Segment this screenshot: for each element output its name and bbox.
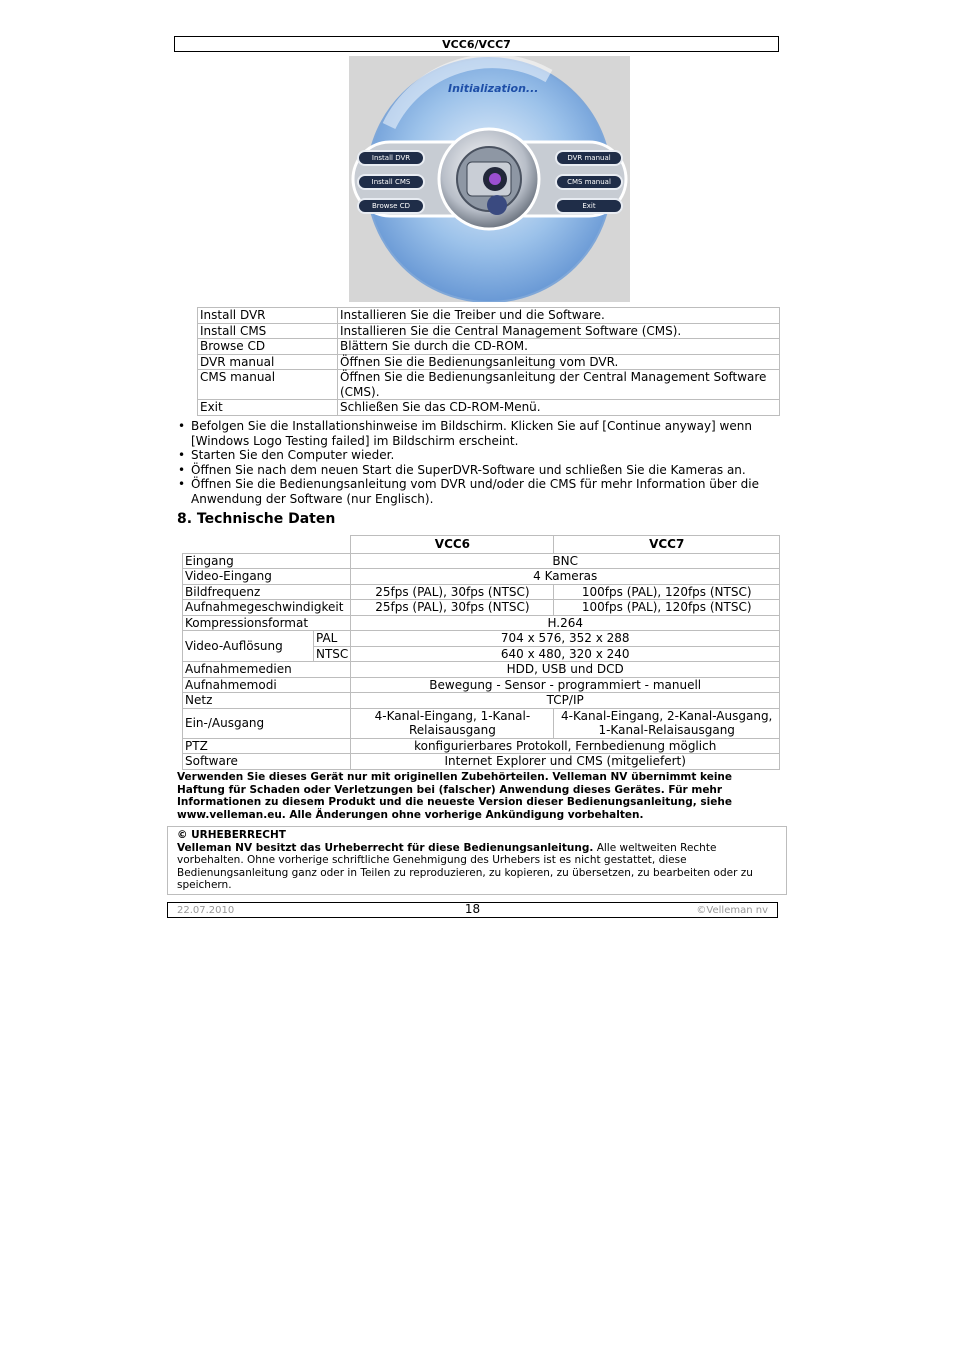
spec-value: H.264 xyxy=(351,615,780,631)
bullet-icon: • xyxy=(178,462,186,477)
footer-brand: ©Velleman nv xyxy=(696,905,768,916)
spec-label: Aufnahmegeschwindigkeit xyxy=(183,600,351,616)
table-row xyxy=(183,569,780,585)
table-row xyxy=(183,708,780,738)
menu-item-name: Install CMS xyxy=(198,323,338,339)
spec-value-vcc7: 100fps (PAL), 120fps (NTSC) xyxy=(554,584,780,600)
list-item: • Öffnen Sie die Bedienungsanleitung vom DVR und/oder die CMS für mehr Information über die Anwendung der Software (nur Englisch). xyxy=(178,477,759,506)
spec-value-vcc6: 4-Kanal-Eingang, 1-Kanal-Relaisausgang xyxy=(351,708,554,738)
spec-value: 704 x 576, 352 x 288 xyxy=(351,631,780,647)
spec-label: Aufnahmemedien xyxy=(183,662,351,678)
instruction-list xyxy=(175,419,780,506)
menu-item-desc: Blättern Sie durch die CD-ROM. xyxy=(338,339,780,355)
menu-description-table xyxy=(197,307,780,416)
spec-value-vcc7: 4-Kanal-Eingang, 2-Kanal-Ausgang, 1-Kanal-Relaisausgang xyxy=(554,708,780,738)
page-number: 18 xyxy=(464,902,481,916)
copyright-title: © URHEBERRECHT xyxy=(177,829,286,841)
spec-label: Bildfrequenz xyxy=(183,584,351,600)
table-row xyxy=(183,754,780,770)
copyright-box xyxy=(167,826,787,895)
menu-item-desc: Installieren Sie die Treiber und die Software. xyxy=(338,308,780,324)
page-header xyxy=(174,36,779,52)
page-footer xyxy=(167,902,778,918)
menu-item-desc: Öffnen Sie die Bedienungsanleitung der Central Management Software (CMS). xyxy=(338,370,780,400)
spec-label: Netz xyxy=(183,693,351,709)
copyright-bold: Velleman NV besitzt das Urheberrecht für diese Bedienungsanleitung. xyxy=(177,841,594,854)
exit-button[interactable]: Exit xyxy=(555,198,623,214)
warning-text: Verwenden Sie dieses Gerät nur mit originellen Zubehörteilen. Velleman NV übernimmt keine Haftung für Schaden oder Verletzungen bei (falscher) Anwendung dieses Gerätes. Für mehr Informationen zu diesem Produkt und die neueste Version dieser Bedienungsanleitung, siehe www.velleman.eu. Alle Änderungen ohne vorherige Ankündigung vorbehalten. xyxy=(177,771,733,821)
table-header-row xyxy=(183,536,780,554)
table-row xyxy=(183,738,780,754)
spec-value: HDD, USB und DCD xyxy=(351,662,780,678)
copyright-body xyxy=(177,842,777,892)
table-row xyxy=(198,323,780,339)
spec-label: Video-Auflösung xyxy=(183,631,314,662)
menu-item-name: Install DVR xyxy=(198,308,338,324)
spec-value: 4 Kameras xyxy=(351,569,780,585)
bullet-icon: • xyxy=(178,419,186,433)
list-item: • Starten Sie den Computer wieder. xyxy=(178,448,395,462)
menu-item-name: Exit xyxy=(198,400,338,416)
browse-cd-button[interactable]: Browse CD xyxy=(357,198,425,214)
spec-label: Aufnahmemodi xyxy=(183,677,351,693)
spec-value: Internet Explorer und CMS (mitgeliefert) xyxy=(351,754,780,770)
cd-menu-title: Initialization... xyxy=(448,82,539,95)
spec-label: Kompressionsformat xyxy=(183,615,351,631)
table-row xyxy=(183,662,780,678)
spec-label: Video-Eingang xyxy=(183,569,351,585)
spec-label: PTZ xyxy=(183,738,351,754)
copyright-text: Alle weltweiten Rechte vorbehalten. Ohne vorherige schriftliche Genehmigung des Urhebers ist es nicht gestattet, diese Bedienungsanleitung ganz oder in Teilen zu reproduzieren, zu kopieren, zu übersetzen, zu bearbeiten oder zu speichern. xyxy=(177,841,753,891)
menu-item-desc: Öffnen Sie die Bedienungsanleitung vom DVR. xyxy=(338,354,780,370)
spec-sublabel: NTSC xyxy=(314,646,351,662)
table-row xyxy=(183,615,780,631)
list-item: • Befolgen Sie die Installationshinweise im Bildschirm. Klicken Sie auf [Continue anyway] wenn [Windows Logo Testing failed] im Bildschirm erscheint. xyxy=(178,419,752,448)
table-row xyxy=(198,354,780,370)
footer-date: 22.07.2010 xyxy=(177,905,235,916)
table-row xyxy=(183,600,780,616)
table-row xyxy=(198,339,780,355)
spec-value: BNC xyxy=(351,553,780,569)
spec-value: TCP/IP xyxy=(351,693,780,709)
cd-menu-screenshot xyxy=(349,56,630,302)
spec-value-vcc6: 25fps (PAL), 30fps (NTSC) xyxy=(351,584,554,600)
spec-label: Eingang xyxy=(183,553,351,569)
spec-value: 640 x 480, 320 x 240 xyxy=(351,646,780,662)
menu-item-name: DVR manual xyxy=(198,354,338,370)
menu-item-name: CMS manual xyxy=(198,370,338,400)
menu-item-desc: Installieren Sie die Central Management Software (CMS). xyxy=(338,323,780,339)
section-heading: 8. Technische Daten xyxy=(177,511,336,527)
spec-sublabel: PAL xyxy=(314,631,351,647)
col-vcc7: VCC7 xyxy=(554,536,780,554)
menu-item-desc: Schließen Sie das CD-ROM-Menü. xyxy=(338,400,780,416)
install-dvr-button[interactable]: Install DVR xyxy=(357,150,425,166)
table-row xyxy=(198,370,780,400)
spec-label: Software xyxy=(183,754,351,770)
header-blank xyxy=(183,536,351,554)
dvr-manual-button[interactable]: DVR manual xyxy=(555,150,623,166)
spec-value-vcc6: 25fps (PAL), 30fps (NTSC) xyxy=(351,600,554,616)
table-row xyxy=(183,584,780,600)
spec-value: Bewegung - Sensor - programmiert - manuell xyxy=(351,677,780,693)
spec-value-vcc7: 100fps (PAL), 120fps (NTSC) xyxy=(554,600,780,616)
table-row xyxy=(198,308,780,324)
install-cms-button[interactable]: Install CMS xyxy=(357,174,425,190)
spec-value: konfigurierbares Protokoll, Fernbedienung möglich xyxy=(351,738,780,754)
table-row xyxy=(183,553,780,569)
col-vcc6: VCC6 xyxy=(351,536,554,554)
header-title: VCC6/VCC7 xyxy=(442,38,511,51)
spec-label: Ein-/Ausgang xyxy=(183,708,351,738)
bullet-icon: • xyxy=(178,448,186,462)
table-row xyxy=(183,693,780,709)
cms-manual-button[interactable]: CMS manual xyxy=(555,174,623,190)
bullet-icon: • xyxy=(178,477,186,491)
menu-item-name: Browse CD xyxy=(198,339,338,355)
table-row xyxy=(198,400,780,416)
table-row xyxy=(183,677,780,693)
list-item: • Öffnen Sie nach dem neuen Start die SuperDVR-Software und schließen Sie die Kameras an. xyxy=(178,462,746,477)
table-row xyxy=(183,631,780,647)
spec-table xyxy=(182,535,780,770)
